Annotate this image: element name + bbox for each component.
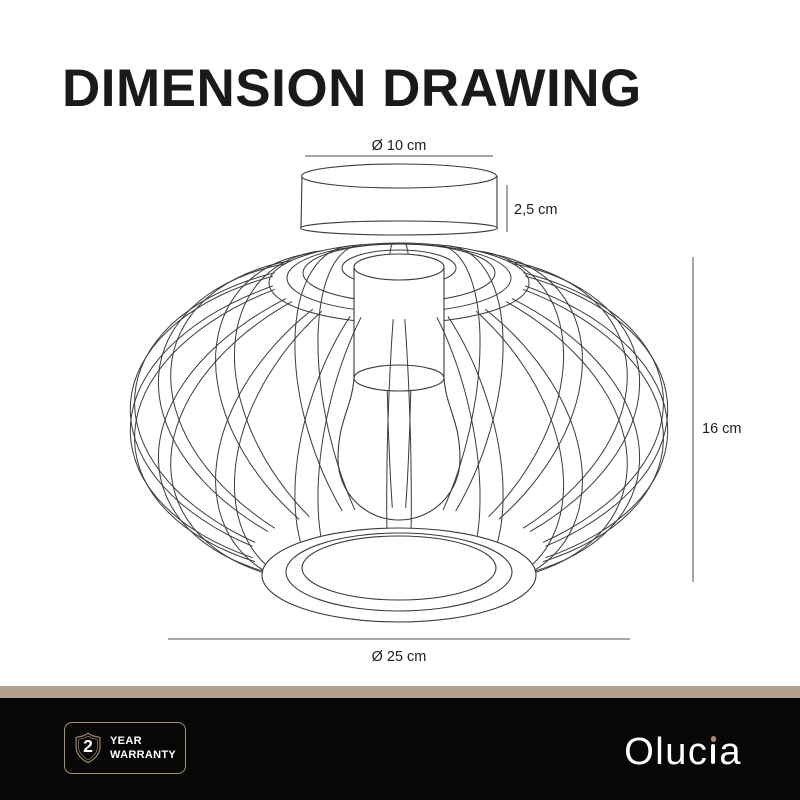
cage-rib-front — [171, 302, 292, 576]
brand-letter-i — [710, 736, 717, 764]
light-bulb — [338, 378, 460, 520]
ceiling-canopy — [301, 164, 498, 235]
bottom-ring — [262, 528, 536, 622]
warranty-line1: YEAR — [110, 734, 142, 747]
brand-suffix: a — [719, 731, 742, 773]
cage-rib-back — [130, 276, 272, 546]
footer-bar — [0, 698, 800, 800]
cage-rib-back — [506, 261, 627, 529]
socket-tube — [354, 254, 444, 391]
cage-rib-back — [295, 246, 350, 511]
cage-rib-back — [525, 276, 668, 546]
brand-i-dot — [711, 736, 717, 742]
warranty-text — [110, 734, 176, 763]
shield-icon — [74, 725, 102, 771]
dim-label-canopy-height: 2,5 cm — [514, 202, 558, 218]
cage-rib-back — [171, 261, 292, 529]
cage-rib-back — [448, 246, 503, 511]
page-title: DIMENSION DRAWING — [62, 59, 642, 118]
footer-accent-strip — [0, 686, 800, 698]
dim-label-shade-diameter: Ø 25 cm — [371, 649, 427, 665]
warranty-line2: WARRANTY — [110, 749, 176, 761]
dim-label-canopy-diameter: Ø 10 cm — [371, 138, 427, 154]
dim-label-fixture-height: 16 cm — [702, 421, 742, 437]
warranty-badge — [64, 722, 186, 774]
cage-rib-front — [506, 302, 627, 576]
cage-rib-back — [135, 273, 275, 543]
brand-prefix: Oluc — [624, 731, 709, 773]
cage-rib-back — [234, 251, 321, 517]
brand-logo — [624, 731, 742, 775]
cage-rib-back — [476, 251, 563, 517]
warranty-years: 2 — [83, 736, 93, 757]
cage-rib-back — [523, 273, 663, 543]
cage-rib-front — [525, 286, 668, 558]
cage-rib-front — [130, 286, 272, 558]
